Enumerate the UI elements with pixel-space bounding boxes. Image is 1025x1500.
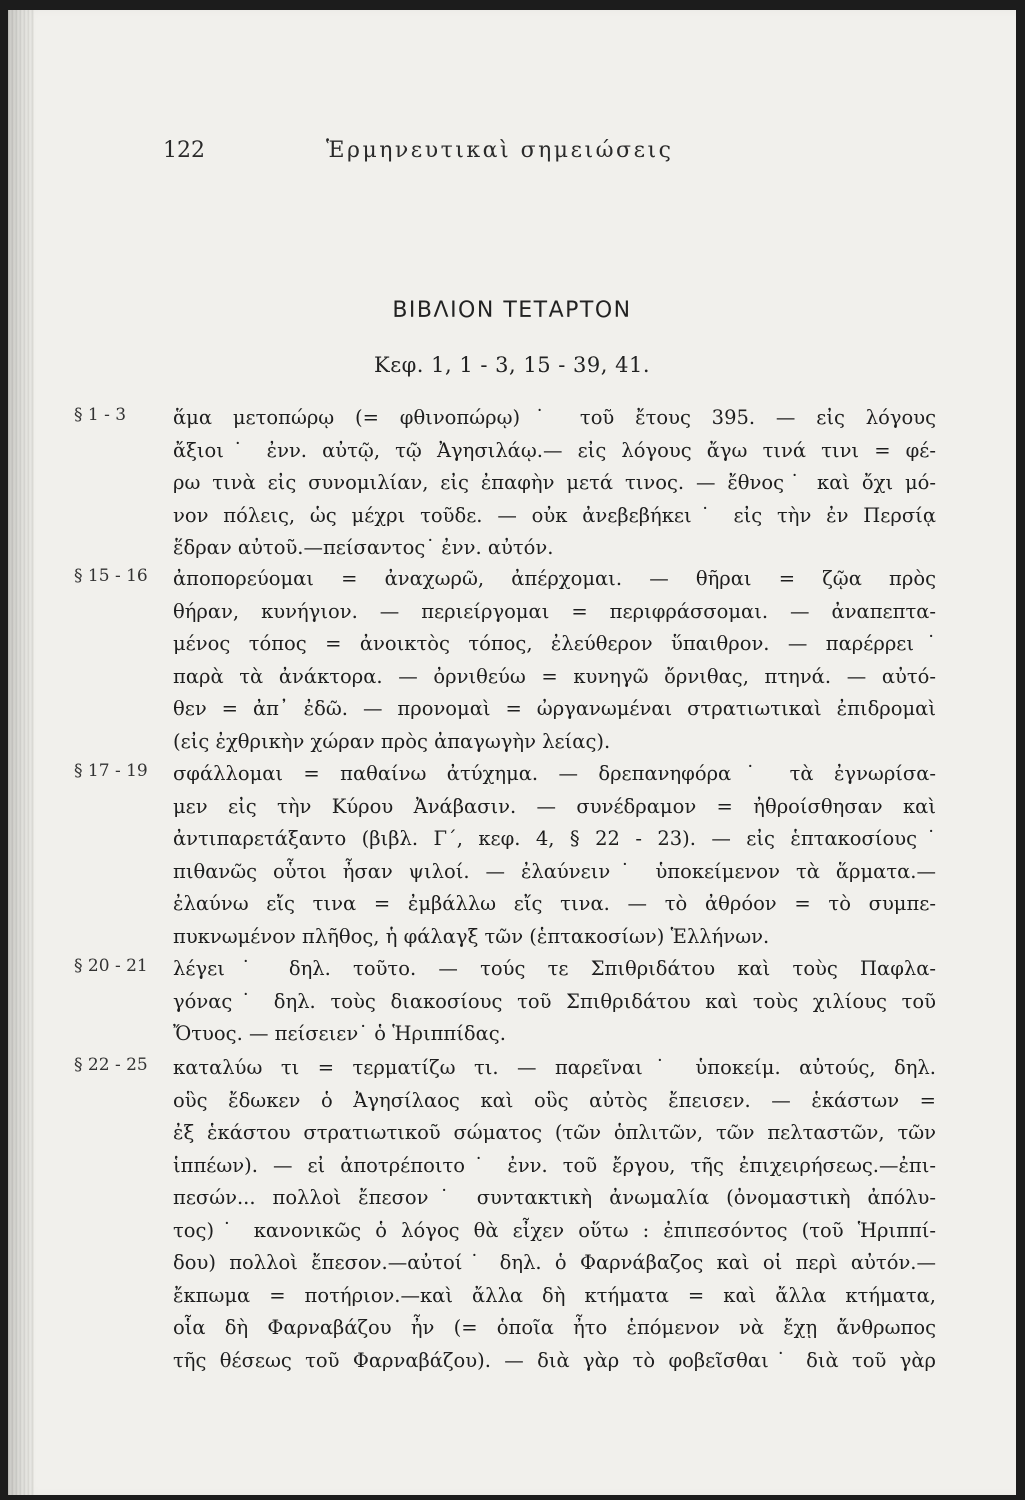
running-title: Ἑρμηνευτικαὶ σημειώσεις bbox=[326, 138, 674, 163]
text-line: πυκνωμένον πλῆθος, ἡ φάλαγξ τῶν (ἑπτακοσίων) Ἑλλήνων. bbox=[173, 924, 770, 948]
text-line: γόνας˙ δηλ. τοὺς διακοσίους τοῦ Σπιθριδάτου καὶ τοὺς χιλίους τοῦ bbox=[173, 989, 936, 1013]
text-line: πεσών... πολλοὶ ἔπεσον˙ συντακτικὴ ἀνωμαλία (ὀνομαστικὴ ἀπόλυ- bbox=[173, 1186, 936, 1209]
section-text bbox=[173, 402, 936, 565]
text-line: ἕδραν αὐτοῦ.—πείσαντος˙ ἐνν. αὐτόν. bbox=[173, 536, 554, 559]
text-line: θεν = ἀπ᾽ ἐδῶ. — προνομαὶ = ὠργανωμέναι στρατιωτικαὶ ἐπιδρομαὶ bbox=[173, 697, 936, 720]
text-line: ἐλαύνω εἴς τινα = ἐμβάλλω εἴς τινα. — τὸ ἀθρόον = τὸ συμπε- bbox=[173, 892, 936, 915]
section-text bbox=[173, 1052, 936, 1377]
text-line: οὓς ἔδωκεν ὁ Ἀγησίλαος καὶ οὓς αὐτὸς ἔπεισεν. — ἑκάστων = bbox=[173, 1088, 936, 1112]
section-label: § 20 - 21 bbox=[74, 956, 148, 976]
text-line: ἔκπωμα = ποτήριον.—καὶ ἄλλα δὴ κτήματα = καὶ ἄλλα κτήματα, bbox=[173, 1283, 936, 1307]
text-line: τῆς θέσεως τοῦ Φαρναβάζου). — διὰ γὰρ τὸ φοβεῖσθαι˙ διὰ τοῦ γὰρ bbox=[173, 1348, 936, 1372]
page-edge-shadow bbox=[8, 10, 34, 1495]
page-header bbox=[8, 138, 1016, 178]
text-line: Ὄτυος. — πείσειεν˙ ὁ Ἡριππίδας. bbox=[173, 1022, 506, 1045]
page-number: 122 bbox=[163, 138, 205, 163]
text-line: σφάλλομαι = παθαίνω ἀτύχημα. — δρεπανηφόρα˙ τὰ ἐγνωρίσα- bbox=[173, 762, 936, 785]
text-line: ἅμα μετοπώρῳ (= φθινοπώρῳ)˙ τοῦ ἔτους 395. — εἰς λόγους bbox=[173, 406, 936, 429]
section-text bbox=[173, 953, 936, 1051]
book-title: ΒΙΒΛΙΟΝ ΤΕΤΑΡΤΟΝ bbox=[392, 298, 632, 323]
text-line: ἐξ ἑκάστου στρατιωτικοῦ σώματος (τῶν ὁπλιτῶν, τῶν πελταστῶν, τῶν bbox=[173, 1121, 936, 1144]
chapter-line: Κεφ. 1, 1 - 3, 15 - 39, 41. bbox=[374, 353, 650, 377]
text-line: ἄξιοι˙ ἐνν. αὐτῷ, τῷ Ἀγησιλάῳ.— εἰς λόγους ἄγω τινά τινι = φέ- bbox=[173, 438, 936, 462]
text-line: οἷα δὴ Φαρναβάζου ἦν (= ὁποῖα ἦτο ἑπόμενον νὰ ἔχῃ ἄνθρωπος bbox=[173, 1316, 936, 1339]
section-label: § 1 - 3 bbox=[74, 405, 127, 425]
text-line: μένος τόπος = ἀνοικτὸς τόπος, ἐλεύθερον ὕπαιθρον. — παρέρρει˙ bbox=[173, 632, 936, 655]
section-text bbox=[173, 758, 936, 953]
book-page bbox=[8, 10, 1016, 1495]
text-line: δου) πολλοὶ ἔπεσον.—αὐτοί˙ δηλ. ὁ Φαρνάβαζος καὶ οἱ περὶ αὐτόν.— bbox=[173, 1251, 936, 1274]
text-line: ἱππέων). — εἰ ἀποτρέποιτο˙ ἐνν. τοῦ ἔργου, τῆς ἐπιχειρήσεως.—ἐπι- bbox=[173, 1153, 936, 1177]
text-line: λέγει˙ δηλ. τοῦτο. — τούς τε Σπιθριδάτου καὶ τοὺς Παφλα- bbox=[173, 957, 936, 980]
text-line: τος)˙ κανονικῶς ὁ λόγος θὰ εἶχεν οὕτω : ἐπιπεσόντος (τοῦ Ἡριππί- bbox=[173, 1218, 936, 1242]
text-line: μεν εἰς τὴν Κύρου Ἀνάβασιν. — συνέδραμον = ἠθροίσθησαν καὶ bbox=[173, 794, 936, 818]
text-line: παρὰ τὰ ἀνάκτορα. — ὀρνιθεύω = κυνηγῶ ὄρνιθας, πτηνά. — αὐτό- bbox=[173, 664, 936, 688]
section-label: § 15 - 16 bbox=[74, 566, 148, 586]
section-label: § 17 - 19 bbox=[74, 761, 148, 781]
text-line: (εἰς ἐχθρικὴν χώραν πρὸς ἀπαγωγὴν λείας). bbox=[173, 729, 611, 753]
section-label: § 22 - 25 bbox=[74, 1055, 148, 1075]
text-line: ρω τινὰ εἰς συνομιλίαν, εἰς ἐπαφὴν μετά τινος. — ἔθνος˙ καὶ ὄχι μό- bbox=[173, 471, 936, 494]
section-text bbox=[173, 563, 936, 758]
text-line: ἀποπορεύομαι = ἀναχωρῶ, ἀπέρχομαι. — θῆραι = ζῷα πρὸς bbox=[173, 567, 936, 590]
text-line: καταλύω τι = τερματίζω τι. — παρεῖναι˙ ὑποκείμ. αὐτούς, δηλ. bbox=[173, 1056, 936, 1079]
text-line: πιθανῶς οὗτοι ἦσαν ψιλοί. — ἐλαύνειν˙ ὑποκείμενον τὰ ἅρματα.— bbox=[173, 859, 936, 883]
text-line: ἀντιπαρετάξαντο (βιβλ. Γ΄, κεφ. 4, § 22 - 23). — εἰς ἑπτακοσίους˙ bbox=[173, 827, 936, 850]
text-line: νον πόλεις, ὡς μέχρι τοῦδε. — οὐκ ἀνεβεβήκει˙ εἰς τὴν ἐν Περσίᾳ bbox=[173, 503, 936, 527]
text-line: θήραν, κυνήγιον. — περιείργομαι = περιφράσσομαι. — ἀναπεπτα- bbox=[173, 599, 936, 623]
